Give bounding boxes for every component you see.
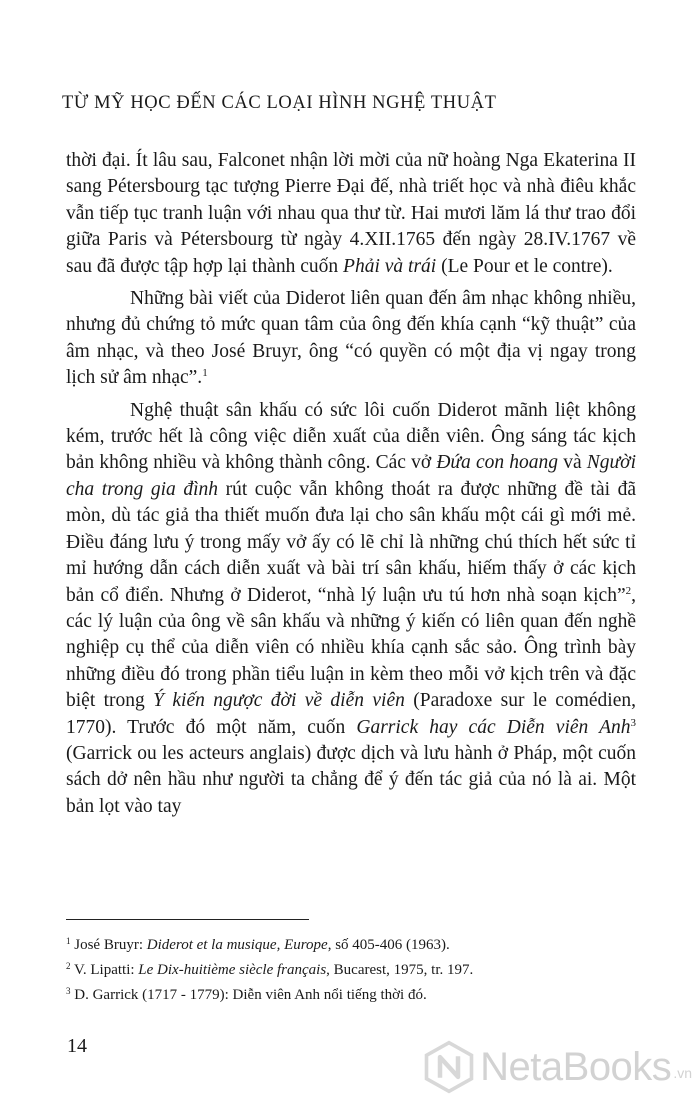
text-run: (Paradoxe sur le comédien, 1770). Trước đó một năm, cuốn (66, 690, 636, 738)
book-title: Garrick hay các Diễn viên Anh (356, 716, 631, 738)
watermark (422, 1040, 692, 1094)
footnote-number: 3 (66, 986, 71, 996)
book-title: Phải và trái (343, 255, 437, 277)
book-title: Ý kiến ngược đời về diễn viên (153, 690, 405, 712)
footnote-ref: 2 (625, 584, 632, 597)
footnote-divider (66, 919, 309, 920)
page-number: 14 (67, 1035, 87, 1057)
footnote-title: Diderot et la musique, Europe (146, 937, 328, 953)
running-header: TỪ MỸ HỌC ĐẾN CÁC LOẠI HÌNH NGHỆ THUẬT (62, 93, 497, 113)
footnote-text: , số 405-406 (1963). (327, 937, 450, 953)
body-text (66, 148, 636, 820)
text-run: và (558, 452, 587, 474)
footnote-text: V. Lipatti: (73, 962, 139, 978)
text-run: Những bài viết của Diderot liên quan đến âm nhạc không nhiều, nhưng đủ chứng tỏ mức quan tâm của ông đến khía cạnh “kỹ thuật” của âm nhạc, và theo José Bruyr, ông “có quyền có một địa vị ngay trong lịch sử âm nhạc”. (66, 288, 636, 389)
footnote-ref: 1 (202, 367, 208, 380)
footnote-1 (66, 937, 450, 954)
text-run: (Le Pour et le contre). (436, 255, 613, 277)
text-run: , các lý luận của ông về sân khấu và những ý kiến có liên quan đến nghề nghiệp cụ thể của diễn viên có nhiều khía cạnh sắc sảo. Ông trình bày những điều đó trong phần tiểu luận in kèm theo mỗi vở kịch trên và đặc biệt trong (66, 584, 636, 712)
footnote-ref: 3 (630, 716, 636, 729)
watermark-text: NetaBooks (480, 1044, 672, 1089)
watermark-suffix: .vn (673, 1065, 692, 1081)
text-run: rút cuộc vẫn không thoát ra được những đề tài đã mòn, dù tác giả tha thiết muốn đưa lại cho sân khấu một cái gì mới mẻ. Điều đáng lưu ý trong mấy vở ấy có lẽ chỉ là những chú thích hết sức tỉ mỉ hướng dẫn cách diễn xuất và bài trí sân khấu, hiếm thấy ở các kịch bản cổ điển. Nhưng ở Diderot, “nhà lý luận ưu tú hơn nhà soạn kịch” (66, 478, 636, 606)
paragraph-2 (66, 286, 636, 392)
paragraph-3 (66, 398, 636, 821)
footnote-text: José Bruyr: (74, 937, 147, 953)
footnote-text: , Bucarest, 1975, tr. 197. (326, 962, 474, 978)
play-title: Đứa con hoang (436, 452, 559, 474)
footnote-title: Le Dix-huitième siècle français (138, 962, 327, 978)
paragraph-1 (66, 148, 636, 280)
footnote-text: D. Garrick (1717 - 1779): Diễn viên Anh nổi tiếng thời đó. (74, 987, 427, 1003)
footnote-number: 1 (66, 936, 71, 946)
text-run: (Garrick ou les acteurs anglais) được dịch và lưu hành ở Pháp, một cuốn sách dở nên hầu như người ta chẳng để ý đến tác giả của nó là ai. Một bản lọt vào tay (66, 742, 636, 817)
play-title: Người cha trong gia đình (66, 452, 636, 500)
text-run: Nghệ thuật sân khấu có sức lôi cuốn Diderot mãnh liệt không kém, trước hết là công việc diễn xuất của diễn viên. Ông sáng tác kịch bản không nhiều và không thành công. Các vở (66, 399, 636, 474)
text-run: thời đại. Ít lâu sau, Falconet nhận lời mời của nữ hoàng Nga Ekaterina II sang Pétersbourg tạc tượng Pierre Đại đế, nhà triết học và nhà điêu khắc vẫn tiếp tục tranh luận với nhau qua thư từ. Hai mươi lăm lá thư trao đổi giữa Paris và Pétersbourg từ ngày 4.XII.1765 đến ngày 28.IV.1767 về sau đã được tập hợp lại thành cuốn (66, 150, 636, 277)
footnote-2 (66, 962, 473, 979)
footnote-3 (66, 987, 427, 1004)
footnote-number: 2 (66, 961, 71, 971)
netabooks-logo-icon (422, 1040, 476, 1094)
